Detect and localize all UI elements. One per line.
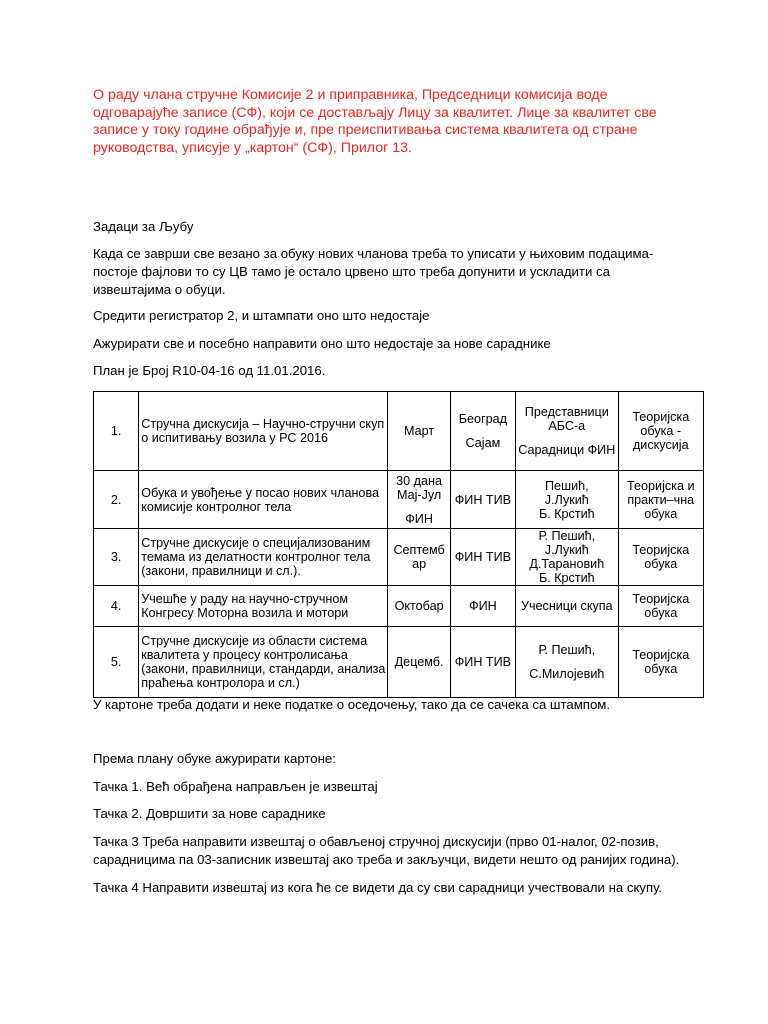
table-row: [94, 627, 704, 698]
month-line: 30 дана Мај-Јул: [396, 473, 442, 502]
rep-line: Д.Тарановић: [529, 557, 605, 571]
update-heading: Према плану обуке ажурирати картоне:: [93, 751, 336, 766]
task-3: Ажурирати све и посебно направити оно што недостаје за нове сараднике: [93, 336, 551, 351]
row-type: Теоријска обука: [618, 529, 703, 586]
item-3: Тачка 3 Треба направити извештај о обављеној стручној дискусији (прво 01-налог, 02-позив, сарадницима па 03-записник извештај ако треба и закључци, видети нешто од ранијих година).: [93, 834, 680, 867]
location-line: Београд: [458, 412, 507, 426]
row-number: 1.: [94, 392, 139, 471]
row-topic: Обука и увођење у посао нових чланова комисије контролног тела: [139, 471, 388, 529]
row-location: ФИН ТИВ: [450, 627, 515, 698]
location-line: Сајам: [465, 436, 501, 450]
rep-line: Сарадници ФИН: [518, 443, 616, 457]
row-type: Теоријска обука: [618, 627, 703, 698]
row-location: ФИН: [450, 586, 515, 627]
table-row: [94, 529, 704, 586]
rep-line: Ј.Лукић: [544, 492, 589, 507]
rep-line: Б. Крстић: [538, 506, 595, 521]
row-type: Теоријска и практи–чна обука: [618, 471, 703, 529]
row-month: Децемб.: [388, 627, 450, 698]
row-topic: Учешће у раду на научно-стручном Конгресу Моторна возила и мотори: [139, 586, 388, 627]
row-topic: Стручне дискусије о специјализованим темама из делатности контролног тела (закони, правилници и сл.).: [139, 529, 388, 586]
rep-line: Представници АБС-а: [524, 405, 609, 433]
tasks-heading: Задаци за Љубу: [93, 219, 194, 234]
row-month: Октобар: [388, 586, 450, 627]
rep-line: Б. Крстић: [538, 571, 595, 585]
rep-line: Р. Пешић,: [538, 643, 596, 657]
rep-line: Р. Пешић,: [538, 529, 596, 543]
table-row: [94, 392, 704, 471]
row-month: Март: [388, 392, 450, 471]
task-1: Када се заврши све везано за обуку нових чланова треба то уписати у њиховим подацима-постоје фајлови то су ЦВ тамо је остало црвено што треба допунити и ускладити са извештајима о обуци.: [93, 246, 654, 297]
row-location: ФИН ТИВ: [450, 471, 515, 529]
rep-line: Ј.Лукић: [544, 543, 589, 557]
row-representatives: [516, 627, 619, 698]
task-2: Средити регистратор 2, и штампати оно што недостаје: [93, 308, 430, 323]
row-representatives: Учесници скупа: [516, 586, 619, 627]
month-line: ФИН: [405, 511, 433, 526]
row-location: ФИН ТИВ: [450, 529, 515, 586]
plan-reference: План је Број R10-04-16 од 11.01.2016.: [93, 363, 326, 378]
row-representatives: [516, 471, 619, 529]
rep-line: С.Милојевић: [529, 667, 605, 681]
rep-line: Пешић,: [544, 478, 589, 493]
row-representatives: [516, 529, 619, 586]
row-month: [388, 471, 450, 529]
row-representatives: [516, 392, 619, 471]
row-topic: Стручна дискусија – Научно-стручни скуп о испитивању возила у РС 2016: [139, 392, 388, 471]
table-row: [94, 586, 704, 627]
row-number: 4.: [94, 586, 139, 627]
row-topic: Стручне дискусије из области система квалитета у процесу контролисања (закони, правилници, стандарди, анализа праћења контролора и сл.): [139, 627, 388, 698]
item-4: Тачка 4 Направити извештај из кога ће се видети да су сви сарадници учествовали на скупу.: [93, 880, 663, 895]
row-type: Теоријска обука: [618, 586, 703, 627]
item-1: Тачка 1. Већ обрађена направљен је извештај: [93, 779, 378, 794]
after-table-note: У картоне треба додати и неке податке о оседочењу, тако да се сачека са штампом.: [93, 697, 611, 712]
training-plan-table: [93, 391, 704, 698]
row-type: Теоријска обука - дискусија: [618, 392, 703, 471]
intro-red-paragraph: О раду члана стручне Комисије 2 и приправника, Председници комисија воде одговарајуће записе (СФ), који се достављају Лицу за квалитет. Лице за квалитет све записе у току године обрађује и, пре преиспитивања система квалитета од стране руководства, уписује у „картон“ (СФ), Прилог 13.: [93, 87, 657, 156]
row-month: Септемб ар: [388, 529, 450, 586]
row-location: [450, 392, 515, 471]
row-number: 2.: [94, 471, 139, 529]
row-number: 5.: [94, 627, 139, 698]
item-2: Тачка 2. Довршити за нове сараднике: [93, 806, 326, 821]
row-number: 3.: [94, 529, 139, 586]
table-row: [94, 471, 704, 529]
